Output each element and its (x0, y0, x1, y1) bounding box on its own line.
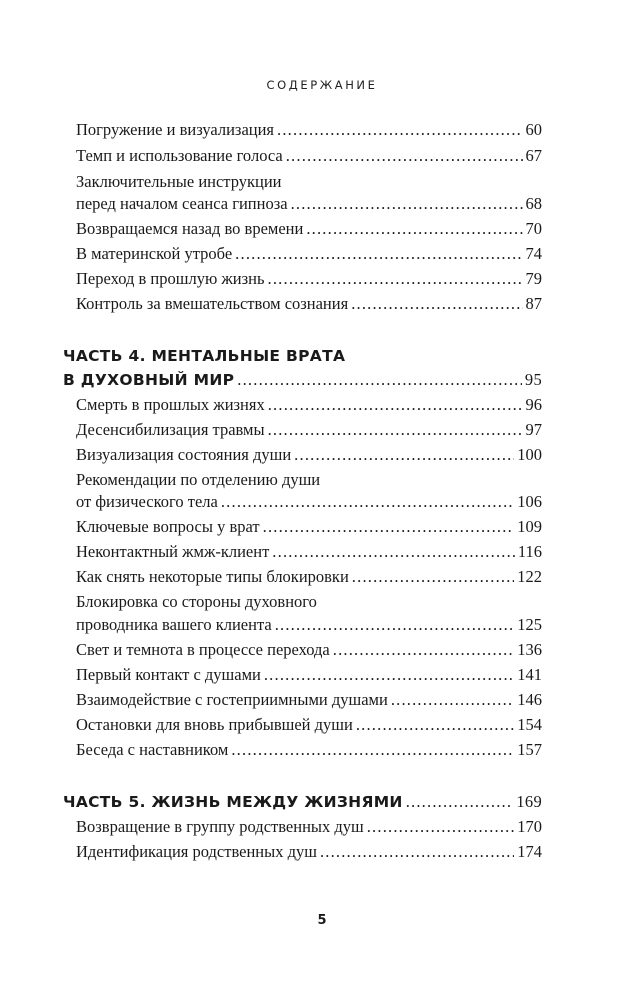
toc-entry-title: проводника вашего клиента (76, 615, 272, 634)
toc-entry-title-line1: Рекомендации по отделению души (76, 470, 321, 489)
leader-dots (268, 267, 523, 291)
part-heading-title: В ДУХОВНЫЙ МИР (63, 371, 235, 389)
toc-entry-page: 125 (517, 615, 542, 634)
toc-entry-title: Идентификация родственных душ (76, 842, 317, 861)
leader-dots (272, 540, 515, 564)
leader-dots (352, 565, 514, 589)
toc-entry-title: Десенсибилизация травмы (76, 420, 265, 439)
toc-entry-page: 100 (517, 445, 542, 464)
toc-entry[interactable] (76, 267, 542, 291)
toc-entry-title: Остановки для вновь прибывшей души (76, 715, 353, 734)
toc-entry[interactable] (76, 292, 542, 316)
toc-entry-page: 122 (517, 567, 542, 586)
toc-entry[interactable] (76, 217, 542, 241)
toc-entry-page: 106 (517, 492, 542, 511)
toc-entry-title: Контроль за вмешательством сознания (76, 294, 349, 313)
toc-entry-page: 97 (525, 420, 542, 439)
leader-dots (367, 815, 515, 839)
toc-entry-title: от физического тела (76, 492, 218, 511)
toc-entry-page: 157 (517, 740, 542, 759)
leader-dots (291, 192, 523, 216)
leader-dots (237, 368, 522, 392)
toc-entry-page: 60 (525, 120, 542, 139)
toc-entry-title: Визуализация состояния души (76, 445, 292, 464)
part-heading-page: 169 (516, 792, 542, 811)
toc-entry[interactable] (76, 840, 542, 864)
toc-entry-page: 170 (517, 817, 542, 836)
part-heading-line1: ЧАСТЬ 4. МЕНТАЛЬНЫЕ ВРАТА (63, 347, 346, 365)
toc-entry[interactable] (76, 443, 542, 467)
toc-entry[interactable] (76, 393, 542, 417)
leader-dots (277, 118, 522, 142)
toc-entry[interactable] (76, 638, 542, 662)
part-heading[interactable] (63, 790, 542, 814)
toc-entry[interactable] (76, 490, 542, 514)
leader-dots (320, 840, 514, 864)
toc-entry-page: 116 (517, 542, 542, 561)
toc-entry-page: 96 (525, 395, 542, 414)
toc-entry[interactable] (76, 118, 542, 142)
toc-entry-page: 141 (517, 665, 542, 684)
leader-dots (275, 613, 515, 637)
toc-entry-title: Возвращение в группу родственных душ (76, 817, 364, 836)
toc-entry-page: 67 (525, 146, 542, 165)
part-heading[interactable] (63, 368, 542, 392)
toc-entry-title: Ключевые вопросы у врат (76, 517, 260, 536)
toc-entry-title: Погружение и визуализация (76, 120, 275, 139)
toc-entry-page: 109 (517, 517, 542, 536)
toc-entry-title: Первый контакт с душами (76, 665, 261, 684)
toc-entry-page: 87 (525, 294, 542, 313)
leader-dots (306, 217, 522, 241)
leader-dots (264, 663, 514, 687)
toc-entry-title: Темп и использование голоса (76, 146, 283, 165)
leader-dots (235, 242, 522, 266)
toc-entry-page: 70 (525, 219, 542, 238)
toc-entry[interactable] (76, 565, 542, 589)
toc-entry-title: Возвращаемся назад во времени (76, 219, 304, 238)
leader-dots (268, 418, 523, 442)
part-heading-title: ЧАСТЬ 5. ЖИЗНЬ МЕЖДУ ЖИЗНЯМИ (63, 793, 403, 811)
leader-dots (351, 292, 522, 316)
page-number: 5 (317, 913, 327, 928)
toc-entry-title: Свет и темнота в процессе перехода (76, 640, 330, 659)
toc-entry[interactable] (76, 144, 542, 168)
toc-entry-page: 68 (525, 194, 542, 213)
toc-entry[interactable] (76, 242, 542, 266)
toc-entry[interactable] (76, 738, 542, 762)
toc-entry-page: 79 (525, 269, 542, 288)
part-heading-page: 95 (524, 370, 542, 389)
toc-entry[interactable] (76, 688, 542, 712)
toc-entry[interactable] (76, 418, 542, 442)
toc-entry[interactable] (76, 815, 542, 839)
leader-dots (231, 738, 514, 762)
leader-dots (286, 144, 523, 168)
toc-entry-title-line1: Блокировка со стороны духовного (76, 592, 317, 611)
leader-dots (221, 490, 514, 514)
leader-dots (263, 515, 515, 539)
toc-entry-title: Смерть в прошлых жизнях (76, 395, 265, 414)
leader-dots (294, 443, 514, 467)
toc-entry-title: Как снять некоторые типы блокировки (76, 567, 349, 586)
leader-dots (406, 790, 514, 814)
toc-entry-page: 154 (517, 715, 542, 734)
toc-entry[interactable] (76, 515, 542, 539)
toc-entry-page: 74 (525, 244, 542, 263)
toc-entry-title: Взаимодействие с гостеприимными душами (76, 690, 388, 709)
toc-entry[interactable] (76, 540, 542, 564)
toc-entry-page: 146 (517, 690, 542, 709)
toc-entry[interactable] (76, 663, 542, 687)
toc-entry-title: Беседа с наставником (76, 740, 229, 759)
toc-entry-title-line1: Заключительные инструкции (76, 172, 282, 191)
toc-entry-page: 136 (517, 640, 542, 659)
leader-dots (333, 638, 515, 662)
running-header: СОДЕРЖАНИЕ (266, 78, 378, 92)
toc-entry-title: Переход в прошлую жизнь (76, 269, 265, 288)
toc-entry-page: 174 (517, 842, 542, 861)
leader-dots (391, 688, 514, 712)
toc-entry[interactable] (76, 192, 542, 216)
leader-dots (268, 393, 523, 417)
toc-entry[interactable] (76, 613, 542, 637)
toc-entry-title: Неконтактный жмж-клиент (76, 542, 270, 561)
toc-entry[interactable] (76, 713, 542, 737)
toc-entry-title: В материнской утробе (76, 244, 233, 263)
leader-dots (356, 713, 514, 737)
toc-entry-title: перед началом сеанса гипноза (76, 194, 288, 213)
